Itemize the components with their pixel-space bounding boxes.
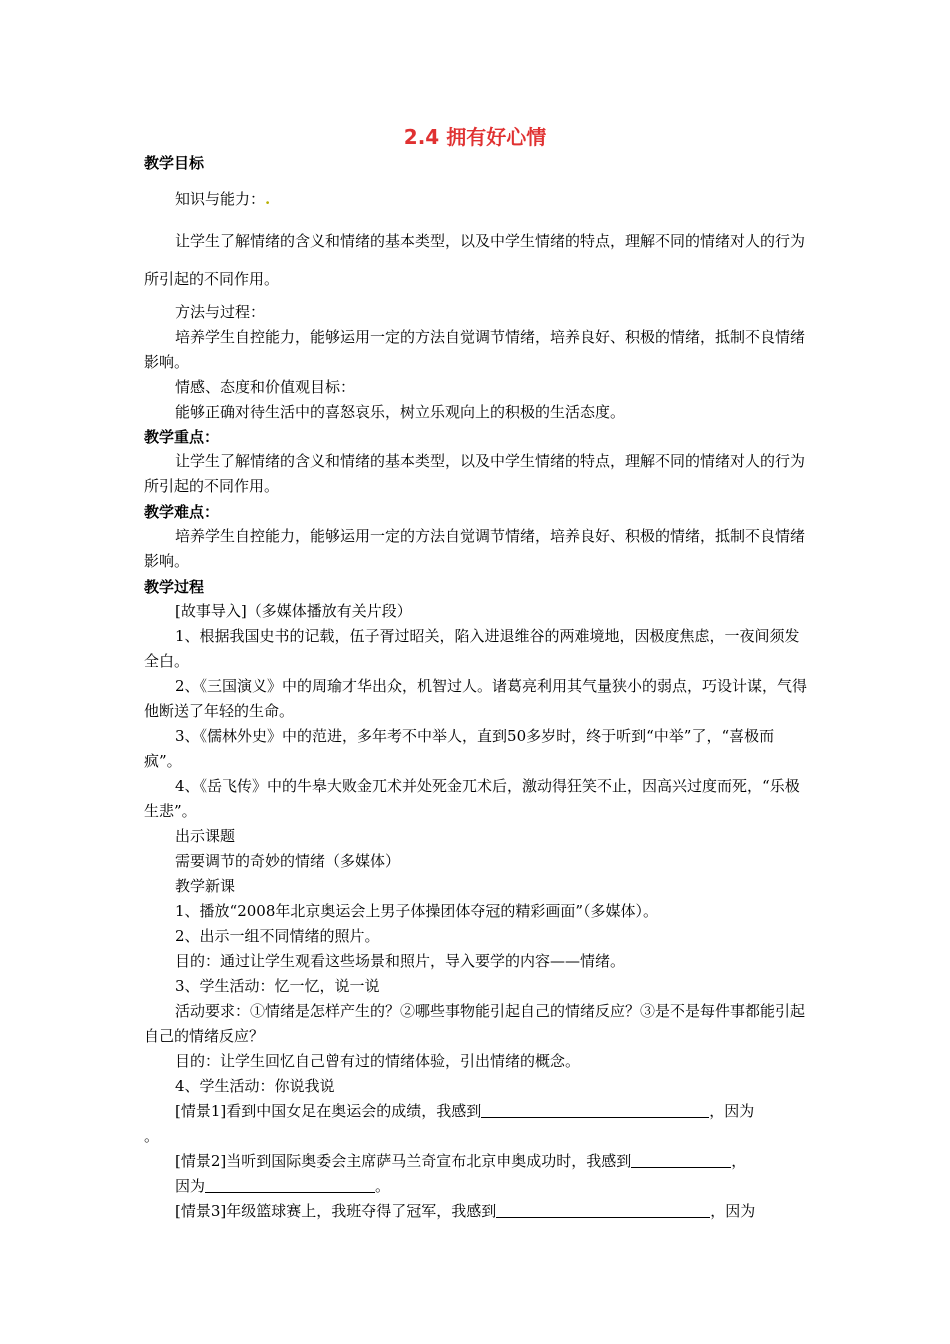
story-2: 2、《三国演义》中的周瑜才华出众，机智过人。诸葛亮利用其气量狭小的弱点，巧设计谋，气得他断送了年轻的生命。 [144,677,808,720]
method-text: 培养学生自控能力，能够运用一定的方法自觉调节情绪，培养良好、积极的情绪，抵制不良情绪影响。 [144,328,806,371]
scene-3-text: [情景3]年级篮球赛上，我班夺得了冠军，我感到 [175,1202,497,1220]
topic: 需要调节的奇妙的情绪（多媒体） [175,852,401,870]
scene-2-comma: ， [731,1152,747,1170]
show-topic: 出示课题 [175,827,236,845]
scene-2-reason-line [175,1174,390,1199]
scene-3-because: ，因为 [710,1202,756,1220]
scene-1-line [175,1099,754,1124]
lesson-3: 3、学生活动：忆一忆，说一说 [175,977,380,995]
heading-key-points: 教学重点： [144,428,220,446]
scene-2-end: 。 [375,1177,391,1195]
knowledge-label-line [175,187,270,212]
knowledge-text: 让学生了解情绪的含义和情绪的基本类型，以及中学生情绪的特点，理解不同的情绪对人的行为所引起的不同作用。 [144,232,806,288]
new-lesson: 教学新课 [175,877,236,895]
purpose-2: 目的：让学生回忆自己曾有过的情绪体验，引出情绪的概念。 [175,1052,581,1070]
heading-teaching-goals: 教学目标 [144,154,205,172]
story-4: 4、《岳飞传》中的牛皋大败金兀术并处死金兀术后，激动得狂笑不止，因高兴过度而死，“乐极生悲”。 [144,777,800,820]
scene-2-blank-reason [205,1176,375,1193]
scene-1-blank-feeling [481,1101,709,1118]
page-title: 2.4 拥有好心情 [403,125,547,149]
method-label: 方法与过程： [175,303,266,321]
activity-requirements: 活动要求：①情绪是怎样产生的？②哪些事物能引起自己的情绪反应？③是不是每件事都能引起自己的情绪反应？ [144,1002,806,1045]
knowledge-dot: . [265,190,271,208]
emotion-label: 情感、态度和价值观目标： [175,378,356,396]
scene-3-blank-feeling [496,1201,710,1218]
scene-3-line [175,1199,755,1224]
heading-difficult-points: 教学难点： [144,503,220,521]
scene-1-because: ，因为 [709,1102,755,1120]
purpose-1: 目的：通过让学生观看这些场景和照片，导入要学的内容——情绪。 [175,952,626,970]
key-points-text: 让学生了解情绪的含义和情绪的基本类型，以及中学生情绪的特点，理解不同的情绪对人的行为所引起的不同作用。 [144,452,806,495]
lesson-2: 2、出示一组不同情绪的照片。 [175,927,380,945]
scene-2-blank-feeling [631,1151,731,1168]
scene-2-text: [情景2]当听到国际奥委会主席萨马兰奇宣布北京申奥成功时，我感到 [175,1152,632,1170]
story-1: 1、根据我国史书的记载，伍子胥过昭关，陷入进退维谷的两难境地，因极度焦虑，一夜间须发全白。 [144,627,800,670]
lesson-4: 4、学生活动：你说我说 [175,1077,335,1095]
scene-2-because: 因为 [175,1177,206,1195]
story-intro: [故事导入]（多媒体播放有关片段） [175,602,412,620]
difficult-points-text: 培养学生自控能力，能够运用一定的方法自觉调节情绪，培养良好、积极的情绪，抵制不良情绪影响。 [144,527,806,570]
story-3: 3、《儒林外史》中的范进，多年考不中举人，直到50多岁时，终于听到“中举”了，“喜极而疯”。 [144,727,775,770]
knowledge-label: 知识与能力： [175,190,266,208]
heading-teaching-process: 教学过程 [144,578,205,596]
scene-1-end: 。 [144,1127,160,1145]
emotion-text: 能够正确对待生活中的喜怒哀乐，树立乐观向上的积极的生活态度。 [175,403,626,421]
scene-2-line [175,1149,746,1174]
lesson-1: 1、播放“2008年北京奥运会上男子体操团体夺冠的精彩画面”（多媒体）。 [175,902,659,920]
scene-1-text: [情景1]看到中国女足在奥运会的成绩，我感到 [175,1102,482,1120]
